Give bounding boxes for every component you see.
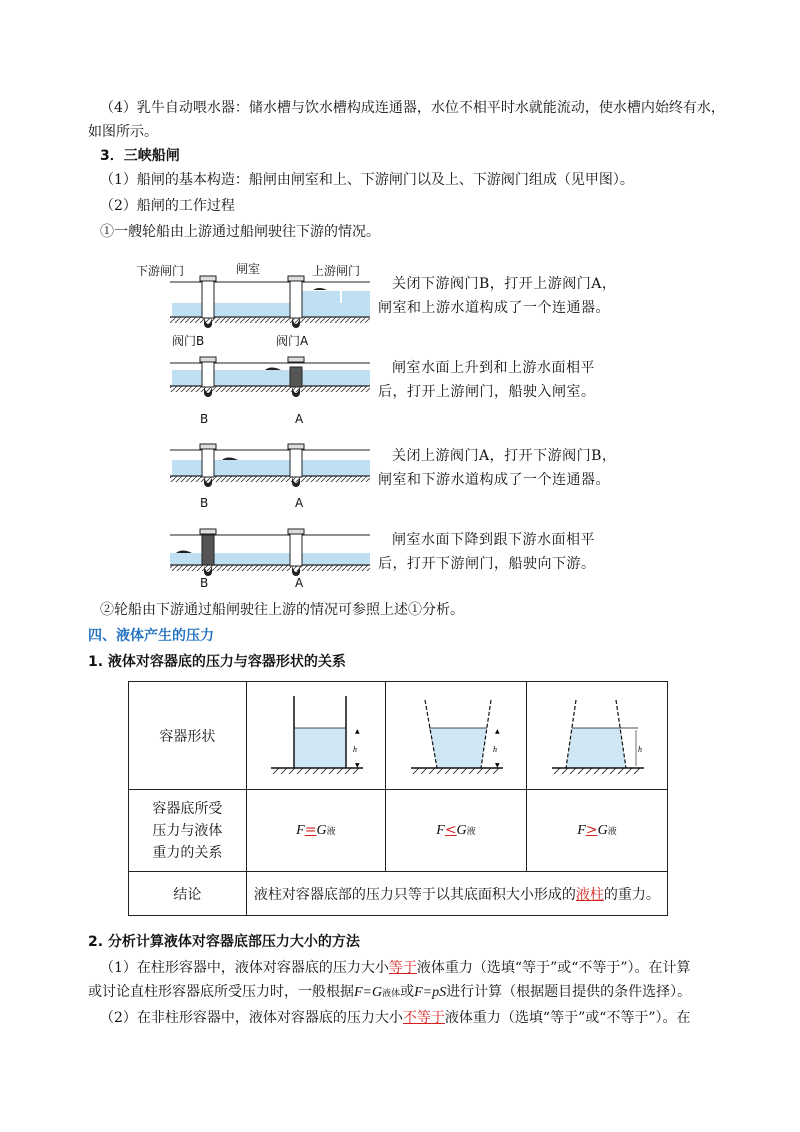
svg-text:▼: ▼: [494, 761, 500, 769]
section4-title: 四、液体产生的压力: [88, 628, 214, 644]
rel1-sub: 液: [326, 827, 336, 837]
step-3-line1: 关闭上游阀门A，打开下游阀门B，: [392, 448, 617, 464]
conclusion-blank: 液柱: [575, 886, 604, 903]
feeder-paragraph-line2: 如图所示。: [88, 124, 158, 140]
sub2-p2-blank: 不等于: [402, 1010, 445, 1026]
relation-less: [385, 790, 526, 872]
step-4-line1: 闸室水面下降到跟下游水面相平: [392, 532, 595, 548]
lock-panel-4: [170, 529, 370, 576]
lock-panel-2: [170, 357, 370, 397]
rel3-op: >: [585, 822, 598, 838]
straight-container-diagram: [261, 686, 371, 782]
step-4-line2: 后，打开下游闸门，船驶向下游。: [378, 556, 596, 572]
relation-head-line3: 重力的关系: [152, 844, 223, 861]
rel2-sub: 液: [466, 827, 476, 837]
relation-head-line1: 容器底所受: [152, 800, 223, 817]
height-label-2: h: [492, 744, 497, 754]
conclusion-text-post: 的重力。: [603, 886, 660, 903]
svg-text:▼: ▼: [354, 761, 360, 769]
table-head-shape: 容器形状: [129, 682, 247, 790]
lock-panel-1: [170, 276, 370, 328]
label-a-4: A: [295, 576, 304, 590]
sub2-para1-line1: [100, 956, 712, 980]
subsection1-title: 1. 液体对容器底的压力与容器形状的关系: [88, 654, 346, 670]
label-valve-b: 阀门B: [172, 334, 205, 348]
rel2-f: F: [436, 823, 445, 838]
widening-container-diagram: [401, 686, 511, 782]
table-head-conclusion: 结论: [129, 872, 247, 916]
lock-panel-3: [170, 444, 370, 487]
cell-shape-widening: [385, 682, 526, 790]
label-b-4: B: [200, 576, 209, 590]
table-head-relation: [129, 790, 247, 872]
conclusion-text-pre: 液柱对容器底部的压力只等于以其底面积大小形成的: [253, 886, 576, 903]
rel1-g: G: [316, 823, 327, 838]
label-upstream-gate: 上游闸门: [312, 264, 361, 278]
sub2-p1-formula1: F=G: [354, 985, 383, 1000]
sub2-p1-text-a: （1）在柱形容器中，液体对容器底的压力大小: [100, 960, 389, 976]
label-b-3: B: [200, 496, 209, 510]
sub2-p1-sub: 液体: [382, 989, 401, 999]
container-pressure-table: [128, 681, 668, 916]
sub2-p2-text-b: 液体重力（选填“等于”或“不等于”）。在: [444, 1010, 691, 1026]
section3-para3: ①一艘轮船由上游通过船闸驶往下游的情况。: [100, 224, 380, 240]
relation-equal: [246, 790, 385, 872]
section3-title: 3．三峡船闸: [100, 148, 180, 164]
sub2-p1-blank: 等于: [388, 960, 417, 976]
subsection2-title: 2. 分析计算液体对容器底部压力大小的方法: [88, 934, 360, 950]
narrowing-container-diagram: [542, 686, 652, 782]
step-2-line1: 闸室水面上升到和上游水面相平: [392, 360, 595, 376]
label-a-2: A: [295, 412, 304, 426]
conclusion-cell: [246, 872, 667, 916]
cell-shape-straight: [246, 682, 385, 790]
svg-text:▲: ▲: [494, 727, 500, 735]
sub2-p2-text-a: （2）在非柱形容器中，液体对容器底的压力大小: [100, 1010, 403, 1026]
relation-greater: [526, 790, 667, 872]
rel3-g: G: [597, 823, 608, 838]
label-a-3: A: [295, 496, 304, 510]
label-valve-a: 阀门A: [276, 334, 309, 348]
height-label-1: h: [352, 744, 357, 754]
rel1-f: F: [296, 823, 305, 838]
sub2-para1-line2: [88, 980, 712, 1006]
sub2-p1-line2-a: 或讨论直柱形容器底所受压力时，一般根据: [88, 984, 354, 1000]
step-2: [378, 356, 628, 404]
step-1-line2: 闸室和上游水道构成了一个连通器。: [378, 300, 610, 316]
rel2-g: G: [456, 823, 467, 838]
section3-para4: ②轮船由下游通过船闸驶往上游的情况可参照上述①分析。: [100, 602, 464, 618]
step-3-line2: 闸室和下游水道构成了一个连通器。: [378, 472, 610, 488]
rel1-op: =: [304, 822, 317, 838]
step-1-line1: 关闭下游阀门B，打开上游阀门A，: [392, 276, 617, 292]
sub2-p1-line2-b: 进行计算（根据题目提供的条件选择）。: [446, 984, 692, 1000]
rel3-f: F: [577, 823, 586, 838]
step-4: [378, 528, 628, 576]
section3-para1: （1）船闸的基本构造：船闸由闸室和上、下游闸门以及上、下游阀门组成（见甲图）。: [100, 172, 634, 188]
label-downstream-gate: 下游闸门: [136, 264, 185, 278]
relation-head-line2: 压力与液体: [152, 822, 223, 839]
ship-lock-figure: [130, 258, 370, 593]
cell-shape-narrowing: [526, 682, 667, 790]
section3-para2: （2）船闸的工作过程: [100, 198, 235, 214]
label-chamber: 闸室: [236, 262, 261, 276]
sub2-para2-line1: [100, 1006, 712, 1030]
feeder-paragraph-line1: （4）乳牛自动喂水器：储水槽与饮水槽构成连通器，水位不相平时水就能流动，使水槽内始终有水，: [100, 100, 725, 116]
sub2-p1-formula2: F=pS: [414, 985, 447, 1000]
label-b-2: B: [200, 412, 209, 426]
svg-text:▲: ▲: [354, 727, 360, 735]
rel2-op: <: [444, 822, 457, 838]
sub2-p1-or: 或: [400, 984, 415, 1000]
rel3-sub: 液: [607, 827, 617, 837]
sub2-p1-text-b: 液体重力（选填“等于”或“不等于”）。在计算: [416, 960, 691, 976]
step-2-line2: 后，打开上游闸门，船驶入闸室。: [378, 384, 596, 400]
step-3: [378, 444, 628, 492]
step-1: [378, 272, 628, 320]
height-label-3: h: [637, 744, 642, 754]
